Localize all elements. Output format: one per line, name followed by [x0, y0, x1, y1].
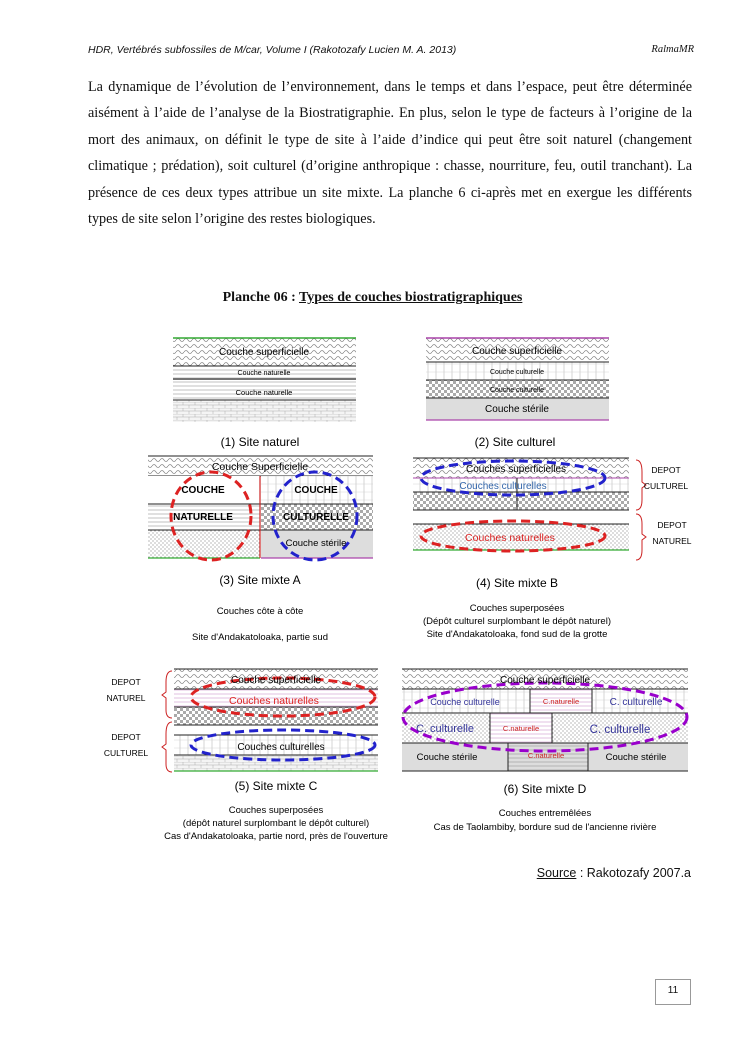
d4-cult: Couches culturelles: [459, 481, 547, 492]
d2-layer3: Couche culturelle: [489, 387, 545, 394]
d4-depot2b: NATUREL: [652, 536, 692, 546]
diagram-site-mixte-a: [148, 456, 373, 643]
d3-top: Couche Superficielle: [211, 461, 309, 473]
d6-top: Couche superficielle: [499, 675, 591, 686]
d5-depot2b: CULTUREL: [103, 748, 149, 758]
d6-caption: (6) Site mixte D: [503, 782, 587, 796]
d5-nat: Couches naturelles: [229, 695, 319, 707]
d3-label-c: COUCHE: [294, 485, 338, 496]
d2-layer4: Couche stérile: [485, 404, 549, 415]
d6-label-i: Couche stérile: [605, 752, 667, 763]
d6-label-e: C.naturelle: [502, 724, 540, 733]
d6-sub1: Couches entremêlées: [498, 808, 592, 819]
d4-sub1: Couches superposées: [469, 603, 565, 614]
d6-label-b: C.naturelle: [542, 697, 580, 706]
d6-label-d: C. culturelle: [415, 723, 475, 735]
d6-label-h: C.naturelle: [527, 751, 565, 760]
d1-layer3: Couche naturelle: [235, 388, 293, 397]
d5-sub3: Cas d'Andakatoloaka, partie nord, près de l'ouverture: [164, 831, 388, 842]
d4-top: Couches superficielles: [465, 464, 567, 475]
d4-sub2: (Dépôt culturel surplombant le dépôt naturel): [423, 616, 611, 627]
body-paragraph: La dynamique de l’évolution de l’environnement, dans le temps et dans l’espace, peut être déterminée aisément à l’aide de l’analyse de la Biostratigraphie. En plus, selon le type de facteurs à l’origine de la mort des animaux, on définit le type de site à l’aide d’indice qui peut être soit naturel (changement climatique ; prédation), soit culturel (d’origine anthropique : chasse, nourriture, feu, outil tranchant). La présence de ces deux types attribue un site mixte. La planche 6 ci-après met en exergue les différents types de site selon l’origine des restes biologiques.: [88, 79, 692, 228]
plate-name: Types de couches biostratigraphiques: [298, 290, 523, 305]
d2-layer1: Couche superficielle: [471, 346, 563, 357]
diagram-site-culturel: [426, 338, 609, 449]
page-number: 11: [655, 979, 691, 1005]
diagram-site-mixte-c: [104, 669, 388, 842]
source-label: Source: [536, 866, 577, 880]
d6-label-f: C. culturelle: [589, 724, 651, 736]
d5-top: Couche superficielle: [230, 675, 322, 686]
d4-depot2: DEPOT: [657, 520, 687, 530]
d4-depot1b: CULTUREL: [643, 481, 689, 491]
d2-caption: (2) Site culturel: [474, 435, 556, 449]
header-right: RalmaMR: [651, 44, 694, 55]
d5-depot2: DEPOT: [111, 732, 141, 742]
d1-layer2: Couche naturelle: [237, 370, 291, 377]
d6-sub2: Cas de Taolambiby, bordure sud de l'ancienne rivière: [433, 822, 657, 833]
d4-caption: (4) Site mixte B: [475, 576, 559, 590]
d6-label-g: Couche stérile: [416, 752, 478, 763]
d3-label-a: COUCHE: [181, 485, 225, 496]
d1-layer1: Couche superficielle: [218, 347, 310, 358]
diagram-site-mixte-b: [413, 458, 692, 640]
d5-cult: Couches culturelles: [237, 742, 325, 753]
d3-caption: (3) Site mixte A: [219, 573, 301, 587]
d5-sub2: (dépôt naturel surplombant le dépôt culturel): [182, 818, 370, 829]
plate-prefix: Planche 06 :: [222, 290, 299, 305]
d5-depot1: DEPOT: [111, 677, 141, 687]
d3-label-b: NATURELLE: [173, 512, 233, 523]
d2-layer2: Couche culturelle: [489, 369, 545, 376]
source-text: : Rakotozafy 2007.a: [576, 866, 691, 880]
d4-sub3: Site d'Andakatoloaka, fond sud de la grotte: [426, 629, 608, 640]
d6-label-c: C. culturelle: [609, 697, 663, 708]
d5-depot1b: NATUREL: [106, 693, 146, 703]
d3-label-e: Couche stérile: [285, 538, 347, 549]
d5-sub1: Couches superposées: [228, 805, 324, 816]
header-title: HDR, Vertébrés subfossiles de M/car, Volume I (Rakotozafy Lucien M. A. 2013): [88, 44, 457, 56]
d3-sub1: Couches côte à côte: [216, 606, 304, 617]
d5-caption: (5) Site mixte C: [234, 779, 318, 793]
diagram-site-mixte-d: [402, 669, 688, 833]
diagram-site-naturel: [173, 338, 356, 449]
d3-label-d: CULTURELLE: [283, 512, 349, 523]
d3-sub2: Site d'Andakatoloaka, partie sud: [192, 632, 328, 643]
source-credit: [537, 866, 691, 880]
d6-label-a: Couche culturelle: [430, 697, 500, 707]
d4-nat: Couches naturelles: [465, 532, 555, 544]
d4-depot1: DEPOT: [651, 465, 681, 475]
d1-caption: (1) Site naturel: [220, 435, 300, 449]
